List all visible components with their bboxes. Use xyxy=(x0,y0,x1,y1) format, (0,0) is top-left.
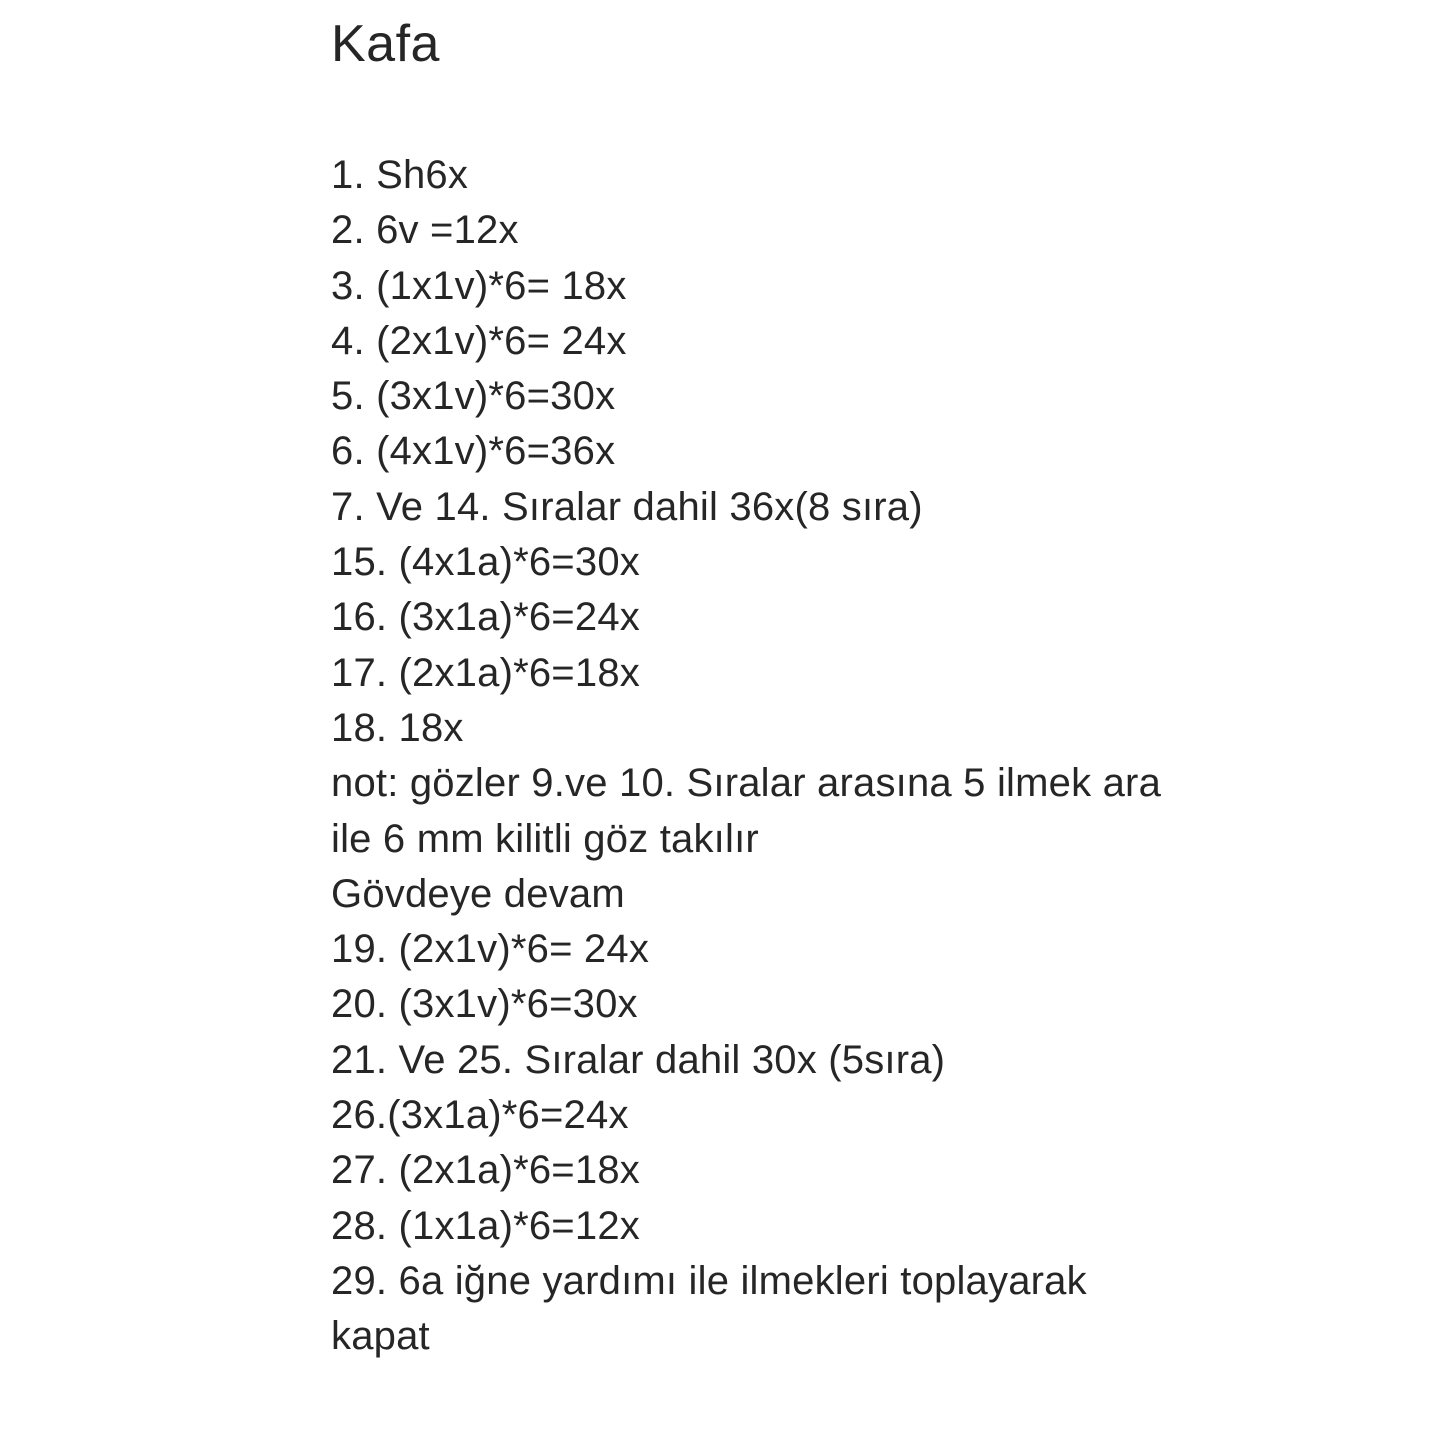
note-title: Kafa xyxy=(331,15,440,73)
pattern-line: 27. (2x1a)*6=18x xyxy=(331,1148,640,1193)
pattern-lines xyxy=(331,148,1331,1365)
pattern-line: 4. (2x1v)*6= 24x xyxy=(331,318,627,363)
pattern-line: 16. (3x1a)*6=24x xyxy=(331,595,640,640)
pattern-line: kapat xyxy=(331,1314,430,1359)
pattern-line: 19. (2x1v)*6= 24x xyxy=(331,927,650,972)
pattern-line: 7. Ve 14. Sıralar dahil 36x(8 sıra) xyxy=(331,484,923,529)
pattern-line: 18. 18x xyxy=(331,705,464,750)
pattern-line: 5. (3x1v)*6=30x xyxy=(331,374,616,419)
pattern-line: 21. Ve 25. Sıralar dahil 30x (5sıra) xyxy=(331,1037,946,1082)
pattern-line: 3. (1x1v)*6= 18x xyxy=(331,263,627,308)
pattern-note xyxy=(331,14,1331,1365)
pattern-line: 6. (4x1v)*6=36x xyxy=(331,429,616,474)
pattern-line: 20. (3x1v)*6=30x xyxy=(331,982,638,1027)
pattern-line: 2. 6v =12x xyxy=(331,208,519,253)
pattern-line: 29. 6a iğne yardımı ile ilmekleri toplayarak xyxy=(331,1258,1087,1303)
note-text-line: ile 6 mm kilitli göz takılır xyxy=(331,816,759,861)
pattern-line: 28. (1x1a)*6=12x xyxy=(331,1203,640,1248)
pattern-line: 17. (2x1a)*6=18x xyxy=(331,650,640,695)
note-text-line: not: gözler 9.ve 10. Sıralar arasına 5 ilmek ara xyxy=(331,761,1162,806)
pattern-line: 1. Sh6x xyxy=(331,153,469,197)
pattern-line: 26.(3x1a)*6=24x xyxy=(331,1093,629,1138)
pattern-line: 15. (4x1a)*6=30x xyxy=(331,540,640,585)
section-heading: Gövdeye devam xyxy=(331,871,625,916)
